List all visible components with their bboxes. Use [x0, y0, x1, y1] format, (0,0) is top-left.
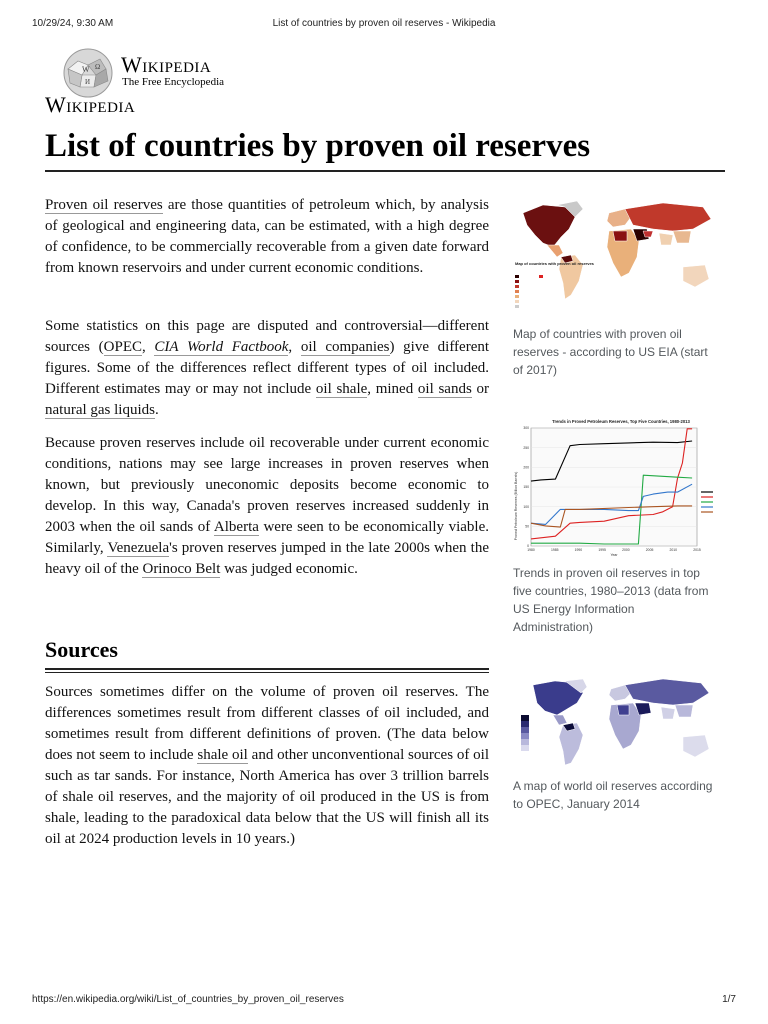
wikipedia-tagline: The Free Encyclopedia: [122, 76, 225, 88]
chart-y-tick-label: 100: [523, 504, 529, 509]
chart-x-tick-label: 1985: [550, 548, 559, 552]
figure-reserves-chart: [513, 416, 723, 636]
chart-y-tick-label: 300: [523, 426, 529, 431]
wikipedia-wordmark-secondary[interactable]: Wikipedia: [45, 92, 136, 117]
link-alberta[interactable]: Alberta: [213, 519, 259, 535]
chart-x-tick-label: 2015: [693, 548, 701, 552]
reserves-trend-chart[interactable]: [513, 416, 723, 558]
disputed-paragraph: [45, 316, 489, 421]
svg-text:Ω: Ω: [95, 63, 101, 71]
link-proven-oil-reserves[interactable]: Proven oil reserves: [45, 197, 163, 213]
paragraph-text: Because proven reserves include oil recoverable under current economic conditions, nations may see large increases in proven reserves when known, but previously uneconomic deposits become economic to develop. In this way, Canada's proven reserves increased suddenly in 2003 when the oil sands of: [45, 435, 489, 535]
chart-y-tick-label: 200: [523, 465, 529, 470]
link-orinoco-belt[interactable]: Orinoco Belt: [142, 561, 221, 577]
figure-opec-map: [513, 675, 723, 813]
opec-oil-reserves-map[interactable]: [513, 675, 723, 771]
sources-paragraph: [45, 682, 489, 850]
chart-x-tick-label: 2010: [669, 548, 678, 552]
link-oil-companies[interactable]: oil companies: [300, 339, 390, 355]
paragraph-text: Sources sometimes differ on the volume of proven oil reserves. The differences sometimes result from different classes of oil included, and sometimes result from different definitions of proven. (The data below does not seem to include: [45, 684, 489, 763]
paragraph-text: , mined: [367, 381, 418, 397]
chart-x-tick-label: 2005: [645, 548, 654, 552]
print-title: List of countries by proven oil reserves - Wikipedia: [272, 18, 496, 29]
map-legend-title: Map of countries with proven oil reserves: [515, 261, 594, 266]
chart-y-tick-label: 250: [523, 445, 529, 450]
print-url: https://en.wikipedia.org/wiki/List_of_countries_by_proven_oil_reserves: [32, 994, 344, 1005]
page-number: 1/7: [722, 994, 736, 1005]
figure-caption: Trends in proven oil reserves in top five countries, 1980–2013 (data from US Energy Information Administration): [513, 566, 709, 634]
economic-paragraph: [45, 433, 489, 580]
link-oil-shale[interactable]: oil shale: [315, 381, 368, 397]
chart-x-tick-label: 2000: [622, 548, 630, 552]
figure-caption: Map of countries with proven oil reserves - according to US EIA (start of 2017): [513, 327, 708, 377]
paragraph-text: Some statistics on this page are disputed and controversial—different sources (: [45, 318, 489, 355]
paragraph-text: ,: [288, 339, 301, 355]
paragraph-text: 's proven reserves jumped in the late 2000s when the heavy oil of the: [45, 540, 489, 577]
link-opec[interactable]: OPEC: [103, 339, 142, 355]
svg-text:W: W: [82, 65, 90, 74]
link-cia-world-factbook[interactable]: CIA World Factbook: [154, 339, 289, 355]
eia-oil-reserves-map[interactable]: [513, 195, 723, 319]
section-heading-sources: Sources: [45, 636, 489, 670]
chart-x-tick-label: 1995: [598, 548, 606, 552]
figure-eia-map: [513, 195, 723, 379]
chart-y-tick-label: 150: [523, 485, 529, 490]
paragraph-text: were seen to be economically viable. Similarly,: [45, 519, 489, 556]
wikipedia-wordmark[interactable]: Wikipedia: [121, 52, 212, 77]
link-natural-gas-liquids[interactable]: natural gas liquids: [45, 402, 155, 418]
chart-y-tick-label: 50: [525, 524, 529, 529]
page-title: List of countries by proven oil reserves: [45, 126, 725, 172]
chart-x-axis-label: Year: [610, 553, 618, 557]
chart-x-tick-label: 1980: [527, 548, 535, 552]
print-date: 10/29/24, 9:30 AM: [32, 18, 114, 29]
svg-text:И: И: [85, 78, 91, 86]
intro-paragraph: [45, 195, 489, 279]
chart-x-tick-label: 1990: [574, 548, 583, 552]
chart-title: Trends in Proved Petroleum Reserves, Top Five Countries, 1980-2013: [552, 419, 690, 424]
print-header: [0, 18, 768, 32]
print-footer: [0, 994, 768, 1008]
link-venezuela[interactable]: Venezuela: [107, 540, 170, 556]
paragraph-text: .: [154, 402, 159, 418]
paragraph-text: and other unconventional sources of oil such as tar sands. For instance, North America has over 3 trillion barrels of shale oil reserves, and the majority of oil produced in the US is from shale, leading to the paradoxical data below that the US will finish all its oil at 2024 production levels in 10 years.): [45, 747, 489, 847]
paragraph-text: or: [471, 381, 489, 397]
paragraph-text: ) give different figures. Some of the differences reflect different types of oil included. Different estimates may or may not include: [45, 339, 490, 397]
chart-y-tick-label: 0: [527, 544, 529, 549]
link-oil-sands[interactable]: oil sands: [417, 381, 472, 397]
paragraph-text: are those quantities of petroleum which, by analysis of geological and engineering data, can be estimated, with a high degree of confidence, to be commercially recoverable from a given date forward from known reservoirs and under current economic conditions.: [45, 197, 490, 276]
paragraph-text: was judged economic.: [220, 561, 358, 577]
link-shale-oil[interactable]: shale oil: [197, 747, 248, 763]
figure-caption: A map of world oil reserves according to OPEC, January 2014: [513, 779, 713, 811]
chart-y-axis-label: Proved Petroleum Reserves (Billion Barrels): [514, 471, 518, 541]
paragraph-text: ,: [142, 339, 155, 355]
